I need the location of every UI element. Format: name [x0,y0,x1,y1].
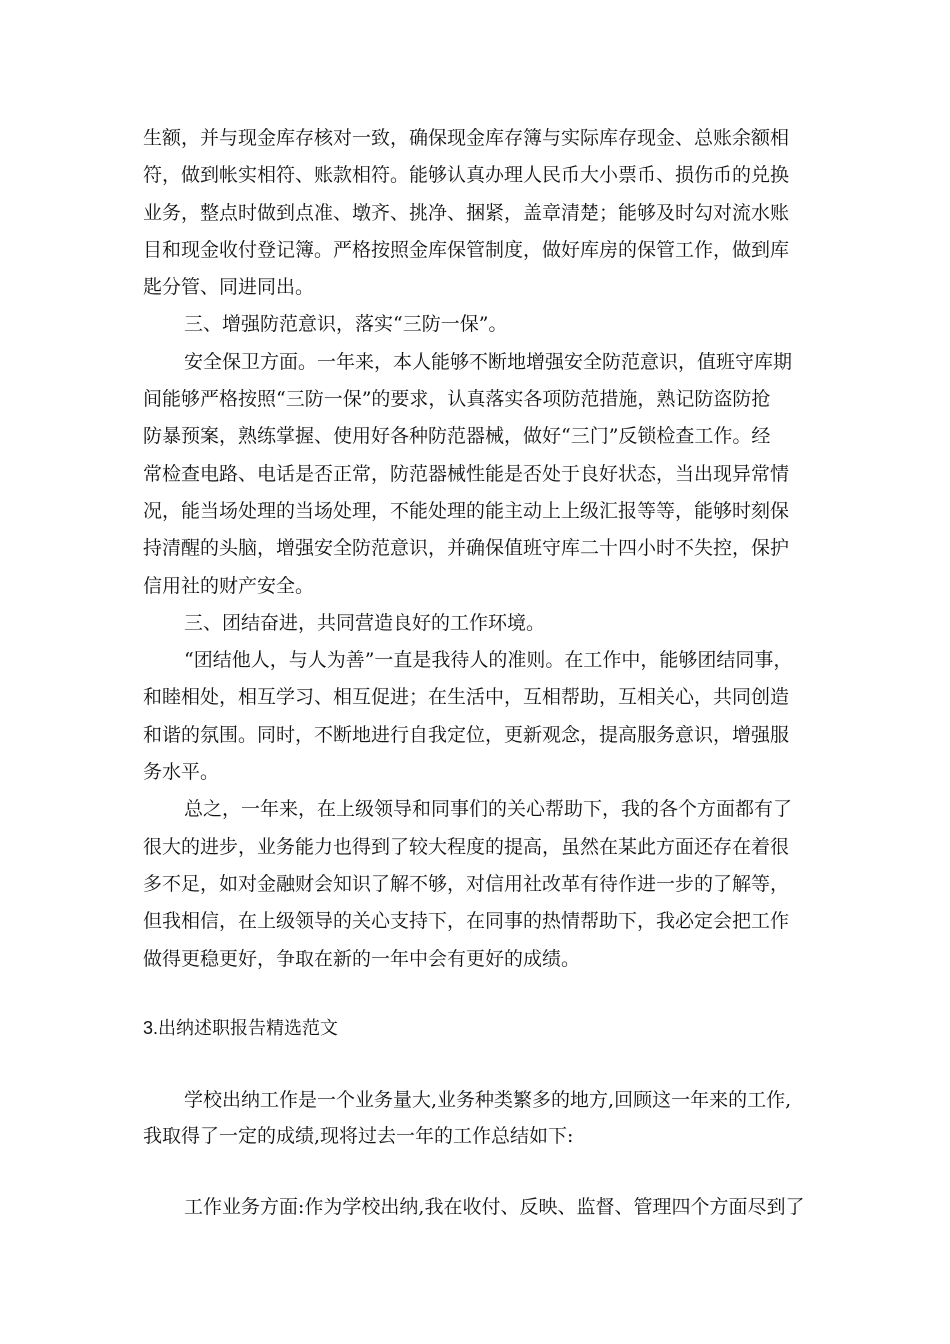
text-line: 多不足，如对金融财会知识了解不够，对信用社改革有待作进一步的了解等， [143,872,790,895]
text-line: 做得更稳更好，争取在新的一年中会有更好的成绩。 [143,947,581,970]
text-line: 但我相信，在上级领导的关心支持下，在同事的热情帮助下，我必定会把工作 [143,910,790,933]
text-line: 和谐的氛围。同时，不断地进行自我定位，更新观念，提高服务意识，增强服 [143,723,790,746]
text-line: 常检查电路、电话是否正常，防范器械性能是否处于良好状态，当出现异常情 [143,462,790,485]
text-line: 况，能当场处理的当场处理，不能处理的能主动上上级汇报等等，能够时刻保 [143,499,790,522]
text-line: 我取得了一定的成绩,现将过去一年的工作总结如下: [143,1125,574,1147]
subheading-3: 三、增强防范意识，落实“三防一保”。 [184,313,508,336]
text-line: 很大的进步，业务能力也得到了较大程度的提高，虽然在某此方面还存在着很 [143,835,790,858]
text-line: 间能够严格按照“三防一保”的要求，认真落实各项防范措施，熟记防盗防抢 [143,388,771,411]
text-line: 匙分管、同进同出。 [143,276,315,299]
text-line: 总之，一年来，在上级领导和同事们的关心帮助下，我的各个方面都有了 [184,798,793,821]
text-line: 工作业务方面:作为学校出纳,我在收付、反映、监督、管理四个方面尽到了 [184,1196,805,1218]
text-line: 务水平。 [143,761,220,784]
text-line: 业务，整点时做到点准、墩齐、挑净、捆紧，盖章清楚；能够及时勾对流水账 [143,201,790,224]
intro-paragraph [143,1082,811,1154]
section-heading: 3.出纳述职报告精选范文 [143,1018,339,1038]
text-line: 符，做到帐实相符、账款相符。能够认真办理人民币大小票币、损伤币的兑换 [143,164,790,187]
text-line: 学校出纳工作是一个业务量大,业务种类繁多的地方,回顾这一年来的工作, [184,1089,792,1111]
text-line: 信用社的财产安全。 [143,574,315,597]
body-text-upper [143,120,811,978]
text-line: 和睦相处，相互学习、相互促进；在生活中，互相帮助，互相关心，共同创造 [143,686,790,709]
text-line: 安全保卫方面。一年来，本人能够不断地增强安全防范意识，值班守库期 [184,350,793,373]
text-line: “团结他人，与人为善”一直是我待人的准则。在工作中，能够团结同事， [184,649,793,672]
text-line: 防暴预案，熟练掌握、使用好各种防范器械，做好“三门”反锁检查工作。经 [143,425,771,448]
text-line: 生额，并与现金库存核对一致，确保现金库存簿与实际库存现金、总账余额相 [143,127,790,149]
text-line: 持清醒的头脑，增强安全防范意识，并确保值班守库二十四小时不失控，保护 [143,537,790,560]
work-paragraph [143,1189,811,1225]
text-line: 目和现金收付登记簿。严格按照金库保管制度，做好库房的保管工作，做到库 [143,238,790,261]
subheading-3b: 三、团结奋进，共同营造良好的工作环境。 [184,611,546,634]
